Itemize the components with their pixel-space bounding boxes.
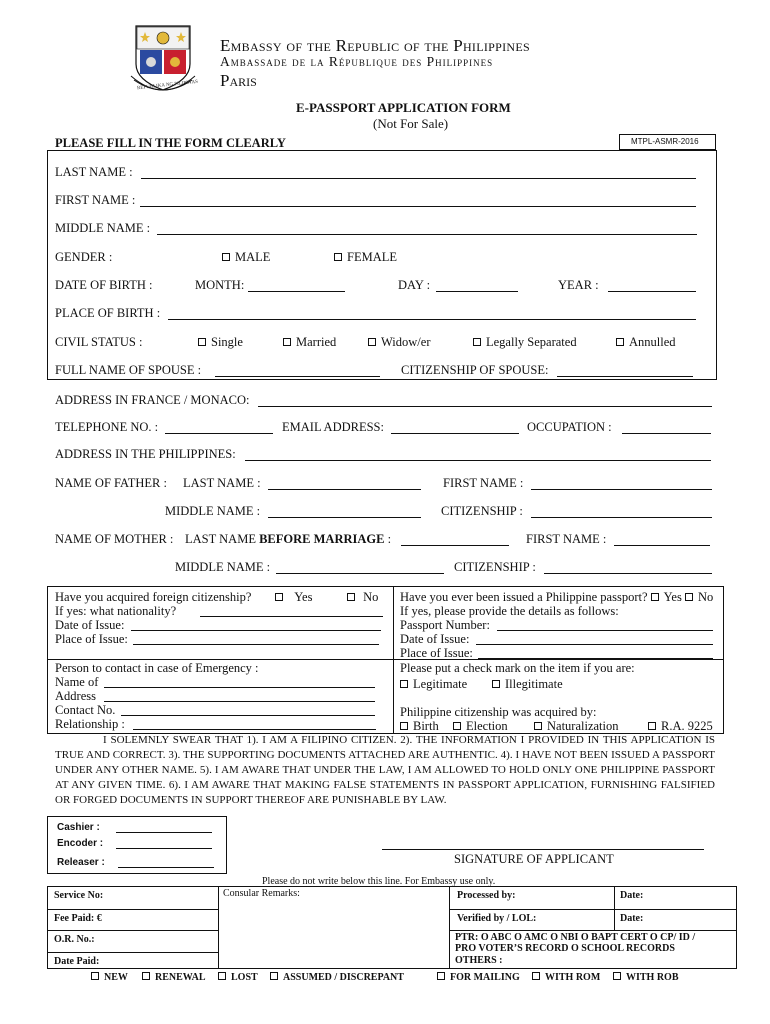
- acquired-naturalization-option[interactable]: [534, 719, 619, 734]
- illegitimate-label: Illegitimate: [505, 677, 563, 691]
- embassy-row-1-right: [449, 909, 737, 910]
- mailing-label: FOR MAILING: [450, 972, 520, 983]
- passport-place-issue-label: Place of Issue:: [400, 646, 473, 660]
- mother-last-name-field[interactable]: [401, 545, 509, 546]
- election-checkbox[interactable]: [453, 722, 461, 730]
- nationality-label: If yes: what nationality?: [55, 604, 177, 618]
- civil-widow-option[interactable]: [368, 335, 430, 350]
- civil-single-option[interactable]: [198, 335, 243, 350]
- emergency-address-field[interactable]: [104, 701, 375, 702]
- emergency-name-field[interactable]: [104, 687, 375, 688]
- rom-checkbox[interactable]: [532, 972, 540, 980]
- signature-line[interactable]: [382, 849, 704, 850]
- single-checkbox[interactable]: [198, 338, 206, 346]
- passport-number-field[interactable]: [497, 630, 713, 631]
- father-label: NAME OF FATHER :: [55, 476, 167, 490]
- emergency-address-label: Address: [55, 689, 96, 703]
- first-name-field[interactable]: [140, 206, 696, 207]
- mother-middle-name-field[interactable]: [276, 573, 444, 574]
- female-label: FEMALE: [347, 250, 397, 264]
- encoder-field[interactable]: [116, 848, 212, 849]
- address-france-label: ADDRESS IN FRANCE / MONACO:: [55, 393, 250, 407]
- civil-status-label: CIVIL STATUS :: [55, 335, 143, 349]
- foreign-yes-checkbox[interactable]: [275, 593, 283, 601]
- processed-by-label: Processed by:: [457, 890, 516, 901]
- passport-no-checkbox[interactable]: [685, 593, 693, 601]
- mother-last-bold: BEFORE MARRIAGE: [259, 532, 385, 546]
- father-middle-name-field[interactable]: [268, 517, 421, 518]
- acquired-ra9225-option[interactable]: [648, 719, 713, 734]
- widow-checkbox[interactable]: [368, 338, 376, 346]
- passport-no-label: No: [697, 590, 714, 604]
- mother-first-name-field[interactable]: [614, 545, 710, 546]
- releaser-field[interactable]: [118, 867, 214, 868]
- emergency-relationship-field[interactable]: [133, 729, 376, 730]
- rom-label: WITH ROM: [545, 972, 601, 983]
- day-field[interactable]: [436, 291, 518, 292]
- mother-label: NAME OF MOTHER :: [55, 532, 174, 546]
- legitimacy-title: Please put a check mark on the item if you are:: [400, 661, 635, 675]
- passport-date-issue-field[interactable]: [476, 644, 713, 645]
- spouse-citizenship-label: CITIZENSHIP OF SPOUSE:: [401, 363, 549, 377]
- mother-last-prefix: LAST NAME: [185, 532, 260, 546]
- consular-remarks-label: Consular Remarks:: [223, 888, 300, 899]
- rob-label: WITH ROB: [626, 972, 679, 983]
- civil-married-option[interactable]: [283, 335, 336, 350]
- ptr-line-2: PRO VOTER’S RECORD O SCHOOL RECORDS: [455, 943, 675, 954]
- legitimate-label: Legitimate: [413, 677, 468, 691]
- annulled-checkbox[interactable]: [616, 338, 624, 346]
- father-citizenship-label: CITIZENSHIP :: [441, 504, 523, 518]
- mother-citizenship-field[interactable]: [544, 573, 712, 574]
- seal-text: REPUBLIKA NG PILIPINAS: [136, 79, 199, 92]
- embassy-row-1-left: [47, 909, 218, 910]
- year-field[interactable]: [608, 291, 696, 292]
- last-name-field[interactable]: [141, 178, 696, 179]
- option-lost[interactable]: [218, 972, 258, 983]
- dob-label: DATE OF BIRTH :: [55, 278, 153, 292]
- emergency-contact-label: Contact No.: [55, 703, 116, 717]
- nationality-field[interactable]: [200, 616, 383, 617]
- occupation-label: OCCUPATION :: [527, 420, 612, 434]
- email-label: EMAIL ADDRESS:: [282, 420, 384, 434]
- embassy-row-2-right: [449, 930, 737, 931]
- spouse-name-field[interactable]: [215, 376, 380, 377]
- ptr-line-1: PTR: O ABC O AMC O NBI O BAPT CERT O CP/ ID /: [455, 932, 696, 943]
- mother-first-name-label: FIRST NAME :: [526, 532, 607, 546]
- option-assumed[interactable]: [270, 972, 404, 983]
- father-citizenship-field[interactable]: [531, 517, 712, 518]
- gender-male-option[interactable]: [222, 250, 270, 265]
- new-label: NEW: [104, 972, 128, 983]
- email-field[interactable]: [391, 433, 519, 434]
- place-of-birth-label: PLACE OF BIRTH :: [55, 306, 161, 320]
- option-renewal[interactable]: [142, 972, 206, 983]
- father-middle-name-label: MIDDLE NAME :: [165, 504, 261, 518]
- address-ph-field[interactable]: [245, 460, 711, 461]
- ra9225-label: R.A. 9225: [661, 719, 713, 733]
- fee-paid-label: Fee Paid: €: [54, 913, 102, 924]
- service-no-label: Service No:: [54, 890, 104, 901]
- spouse-citizenship-field[interactable]: [557, 376, 693, 377]
- single-label: Single: [211, 335, 243, 349]
- passport-yes-checkbox[interactable]: [651, 593, 659, 601]
- embassy-row-2-left: [47, 930, 218, 931]
- mother-middle-name-label: MIDDLE NAME :: [175, 560, 271, 574]
- month-field[interactable]: [248, 291, 345, 292]
- option-mailing[interactable]: [437, 972, 520, 983]
- lost-checkbox[interactable]: [218, 972, 226, 980]
- foreign-date-issue-field[interactable]: [131, 630, 381, 631]
- telephone-label: TELEPHONE NO. :: [55, 420, 159, 434]
- month-label: MONTH:: [195, 278, 245, 292]
- passport-question-row: [400, 590, 713, 605]
- middle-name-label: MIDDLE NAME :: [55, 221, 151, 235]
- mother-citizenship-label: CITIZENSHIP :: [454, 560, 536, 574]
- lost-label: LOST: [231, 972, 258, 983]
- renewal-checkbox[interactable]: [142, 972, 150, 980]
- acquired-birth-option[interactable]: [400, 719, 439, 734]
- election-label: Election: [466, 719, 508, 733]
- separated-checkbox[interactable]: [473, 338, 481, 346]
- verified-date-label: Date:: [620, 913, 644, 924]
- naturalization-checkbox[interactable]: [534, 722, 542, 730]
- foreign-no-checkbox[interactable]: [347, 593, 355, 601]
- passport-date-issue-label: Date of Issue:: [400, 632, 470, 646]
- form-code: MTPL-ASMR-2016: [631, 137, 699, 146]
- citizenship-acquired-label: Philippine citizenship was acquired by:: [400, 705, 597, 719]
- fill-instruction: PLEASE FILL IN THE FORM CLEARLY: [55, 136, 286, 150]
- mother-last-suffix: :: [384, 532, 392, 546]
- annulled-label: Annulled: [629, 335, 676, 349]
- passport-place-issue-field[interactable]: [478, 658, 713, 659]
- embassy-row-3-left: [47, 952, 218, 953]
- year-label: YEAR :: [558, 278, 599, 292]
- form-title: E-PASSPORT APPLICATION FORM: [296, 100, 511, 115]
- address-ph-label: ADDRESS IN THE PHILIPPINES:: [55, 447, 236, 461]
- rob-checkbox[interactable]: [613, 972, 621, 980]
- embassy-subtitle: Ambassade de la République des Philippines: [220, 54, 494, 69]
- cashier-label: Cashier :: [57, 822, 100, 833]
- ra9225-checkbox[interactable]: [648, 722, 656, 730]
- foreign-yes-option[interactable]: [275, 590, 312, 605]
- option-rob[interactable]: [613, 972, 679, 983]
- passport-number-label: Passport Number:: [400, 618, 490, 632]
- foreign-date-issue-label: Date of Issue:: [55, 618, 125, 632]
- renewal-label: RENEWAL: [155, 972, 206, 983]
- female-checkbox[interactable]: [334, 253, 342, 261]
- citizenship-box-divider: [393, 586, 394, 734]
- new-checkbox[interactable]: [91, 972, 99, 980]
- civil-annulled-option[interactable]: [616, 335, 676, 350]
- embassy-col-1: [218, 886, 219, 969]
- place-of-birth-field[interactable]: [168, 319, 696, 320]
- verified-by-label: Verified by / LOL:: [457, 913, 537, 924]
- acquired-election-option[interactable]: [453, 719, 508, 734]
- first-name-label: FIRST NAME :: [55, 193, 136, 207]
- spouse-name-label: FULL NAME OF SPOUSE :: [55, 363, 202, 377]
- encoder-label: Encoder :: [57, 838, 104, 849]
- married-label: Married: [296, 335, 337, 349]
- father-last-name-field[interactable]: [268, 489, 421, 490]
- last-name-label: LAST NAME :: [55, 165, 133, 179]
- gender-female-option[interactable]: [334, 250, 397, 265]
- address-france-field[interactable]: [258, 406, 712, 407]
- male-checkbox[interactable]: [222, 253, 230, 261]
- others-label: OTHERS :: [455, 955, 503, 966]
- embassy-city: Paris: [220, 71, 257, 90]
- emergency-name-label: Name of: [55, 675, 99, 689]
- foreign-no-option[interactable]: [347, 590, 378, 605]
- emergency-relationship-label: Relationship :: [55, 717, 125, 731]
- illegitimate-checkbox[interactable]: [492, 680, 500, 688]
- father-first-name-field[interactable]: [531, 489, 712, 490]
- mother-last-name-label: [185, 532, 391, 547]
- passport-question: Have you ever been issued a Philippine passport?: [400, 590, 648, 604]
- mailing-checkbox[interactable]: [437, 972, 445, 980]
- processed-date-label: Date:: [620, 890, 644, 901]
- or-no-label: O.R. No.:: [54, 934, 95, 945]
- married-checkbox[interactable]: [283, 338, 291, 346]
- civil-separated-option[interactable]: [473, 335, 577, 350]
- naturalization-label: Naturalization: [547, 719, 619, 733]
- foreign-yes-label: Yes: [294, 590, 313, 604]
- option-new[interactable]: [91, 972, 128, 983]
- passport-details-label: If yes, please provide the details as follows:: [400, 604, 619, 618]
- emergency-contact-field[interactable]: [121, 715, 375, 716]
- embassy-title: Embassy of the Republic of the Philippines: [220, 36, 530, 55]
- foreign-no-label: No: [363, 590, 379, 604]
- embassy-use-note: Please do not write below this line. For Embassy use only.: [262, 876, 496, 887]
- embassy-col-3: [614, 886, 615, 930]
- gender-label: GENDER :: [55, 250, 113, 264]
- oath-declaration: I SOLEMNLY SWEAR THAT 1). I AM A FILIPINO CITIZEN. 2). THE INFORMATION I PROVIDED IN THIS APPLICATION IS TRUE AND CORRECT. 3). THE SUPPORTING DOCUMENTS ATTACHED ARE AUTHENTIC. 4). I HAVE NOT BEEN ISSUED A PASSPORT UNDER ANY OTHER NAME. 5). I AM AWARE THAT UNDER THE LAW, I AM ALLOWED TO HOLD ONLY ONE PHILIPPINE PASSPORT AT ANY GIVEN TIME. 6). I AM AWARE THAT MAKING FALSE STATEMENTS IN PASSPORT APPLICATION, FURNISHING FALSIFIED OR FORGED DOCUMENTS IN SUPPORT THEREOF ARE PUNISHABLE BY LAW.: [55, 734, 715, 806]
- birth-checkbox[interactable]: [400, 722, 408, 730]
- releaser-label: Releaser :: [57, 857, 105, 868]
- foreign-place-issue-field[interactable]: [133, 644, 379, 645]
- emergency-title: Person to contact in case of Emergency :: [55, 661, 259, 675]
- foreign-place-issue-label: Place of Issue:: [55, 632, 128, 646]
- option-rom[interactable]: [532, 972, 600, 983]
- telephone-field[interactable]: [165, 433, 273, 434]
- father-last-name-label: LAST NAME :: [183, 476, 261, 490]
- occupation-field[interactable]: [622, 433, 711, 434]
- father-first-name-label: FIRST NAME :: [443, 476, 524, 490]
- assumed-checkbox[interactable]: [270, 972, 278, 980]
- illegitimate-option[interactable]: [492, 677, 563, 692]
- birth-label: Birth: [413, 719, 439, 733]
- embassy-col-2: [449, 886, 450, 969]
- legitimate-option[interactable]: [400, 677, 467, 692]
- signature-label: SIGNATURE OF APPLICANT: [454, 852, 614, 866]
- citizenship-box-midline: [47, 659, 724, 660]
- not-for-sale: (Not For Sale): [373, 116, 449, 131]
- foreign-question: Have you acquired foreign citizenship?: [55, 590, 252, 604]
- day-label: DAY :: [398, 278, 431, 292]
- passport-yes-label: Yes: [663, 590, 682, 604]
- cashier-field[interactable]: [116, 832, 212, 833]
- middle-name-field[interactable]: [157, 234, 697, 235]
- assumed-label: ASSUMED / DISCREPANT: [283, 972, 404, 983]
- widow-label: Widow/er: [381, 335, 431, 349]
- legitimate-checkbox[interactable]: [400, 680, 408, 688]
- male-label: MALE: [235, 250, 271, 264]
- separated-label: Legally Separated: [486, 335, 577, 349]
- date-paid-label: Date Paid:: [54, 956, 100, 967]
